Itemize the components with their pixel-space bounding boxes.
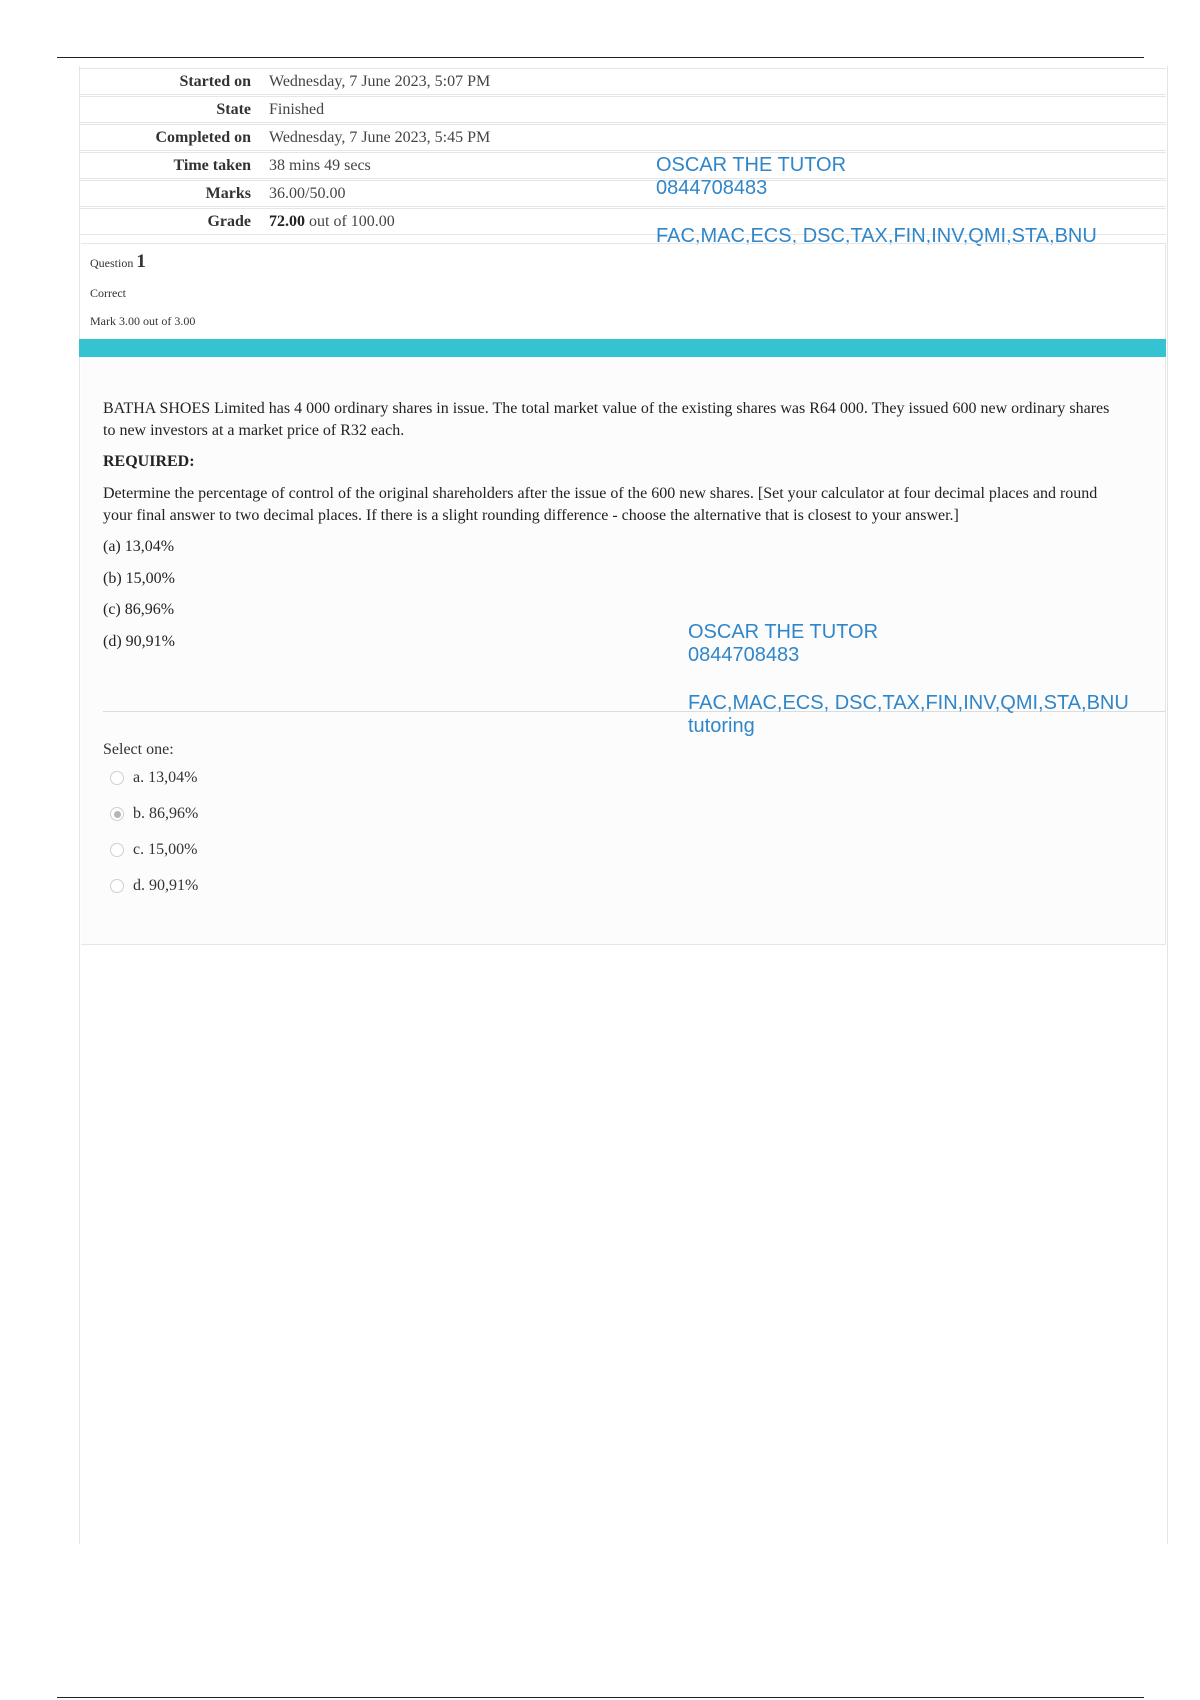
radio-unchecked-icon[interactable]: [110, 771, 124, 785]
answer-choice-label: c. 15,00%: [133, 841, 198, 858]
answer-choice-label: d. 90,91%: [133, 877, 199, 894]
question-number: [90, 251, 146, 273]
summary-row-state: [80, 96, 1166, 123]
question-label: Question: [90, 256, 134, 270]
grade-out-of: out of 100.00: [305, 212, 395, 230]
page-bottom-rule: [57, 1697, 1144, 1698]
watermark-name: OSCAR THE TUTOR: [688, 621, 879, 643]
question-divider-bar: [79, 339, 1166, 357]
question-intro: BATHA SHOES Limited has 4 000 ordinary shares in issue. The total market value of the existing shares was R64 000. They issued 600 new ordinary shares to new investors at a market price of R32 each.: [103, 400, 1110, 439]
watermark-middle: [688, 621, 1129, 738]
radio-unchecked-icon[interactable]: [110, 879, 124, 893]
watermark-top: [656, 154, 1097, 248]
answer-choice-label: b. 86,96%: [133, 805, 199, 822]
watermark-phone: 0844708483: [688, 644, 800, 666]
answer-choice-label: a. 13,04%: [133, 769, 198, 786]
summary-label: Grade: [207, 212, 251, 230]
watermark-subjects: FAC,MAC,ECS, DSC,TAX,FIN,INV,QMI,STA,BNU: [688, 692, 1129, 714]
question-number-value: 1: [136, 251, 146, 272]
watermark-phone: 0844708483: [656, 177, 768, 199]
question-status: Correct: [90, 286, 126, 300]
question-info-box: [81, 243, 1166, 340]
summary-row-completed: [80, 124, 1166, 151]
summary-value: Wednesday, 7 June 2023, 5:07 PM: [269, 72, 491, 90]
watermark-extra: tutoring: [688, 715, 755, 737]
question-option-d: (d) 90,91%: [103, 633, 175, 650]
summary-value: 38 mins 49 secs: [269, 156, 371, 174]
question-option-a: (a) 13,04%: [103, 538, 175, 555]
summary-value: 36.00/50.00: [269, 184, 346, 202]
radio-unchecked-icon[interactable]: [110, 843, 124, 857]
summary-value: Wednesday, 7 June 2023, 5:45 PM: [269, 128, 491, 146]
watermark-name: OSCAR THE TUTOR: [656, 154, 847, 176]
select-one-label: Select one:: [103, 741, 174, 758]
summary-label: Marks: [205, 184, 251, 202]
summary-label: State: [216, 100, 251, 118]
page-top-rule: [57, 57, 1144, 58]
answer-choice-c[interactable]: [110, 841, 197, 859]
watermark-subjects: FAC,MAC,ECS, DSC,TAX,FIN,INV,QMI,STA,BNU: [656, 225, 1097, 247]
question-mark: Mark 3.00 out of 3.00: [90, 314, 196, 328]
answer-choice-a[interactable]: [110, 769, 197, 787]
summary-row-started: [80, 68, 1166, 95]
summary-value: [269, 213, 395, 231]
answer-choice-d[interactable]: [110, 877, 198, 895]
grade-score: 72.00: [269, 212, 305, 230]
required-heading: REQUIRED:: [103, 453, 195, 470]
summary-value: Finished: [269, 100, 325, 118]
question-option-c: (c) 86,96%: [103, 601, 175, 618]
summary-label: Completed on: [155, 128, 251, 146]
summary-label: Time taken: [173, 156, 251, 174]
radio-checked-icon[interactable]: [110, 807, 124, 821]
summary-label: Started on: [179, 72, 251, 90]
question-option-b: (b) 15,00%: [103, 570, 175, 587]
answer-choice-b[interactable]: [110, 805, 198, 823]
question-instruction: Determine the percentage of control of the original shareholders after the issue of the 600 new shares. [Set your calculator at four decimal places and round your final answer to two decimal places. If there is a slight rounding difference - choose the alternative that is closest to your answer.]: [103, 485, 1098, 524]
